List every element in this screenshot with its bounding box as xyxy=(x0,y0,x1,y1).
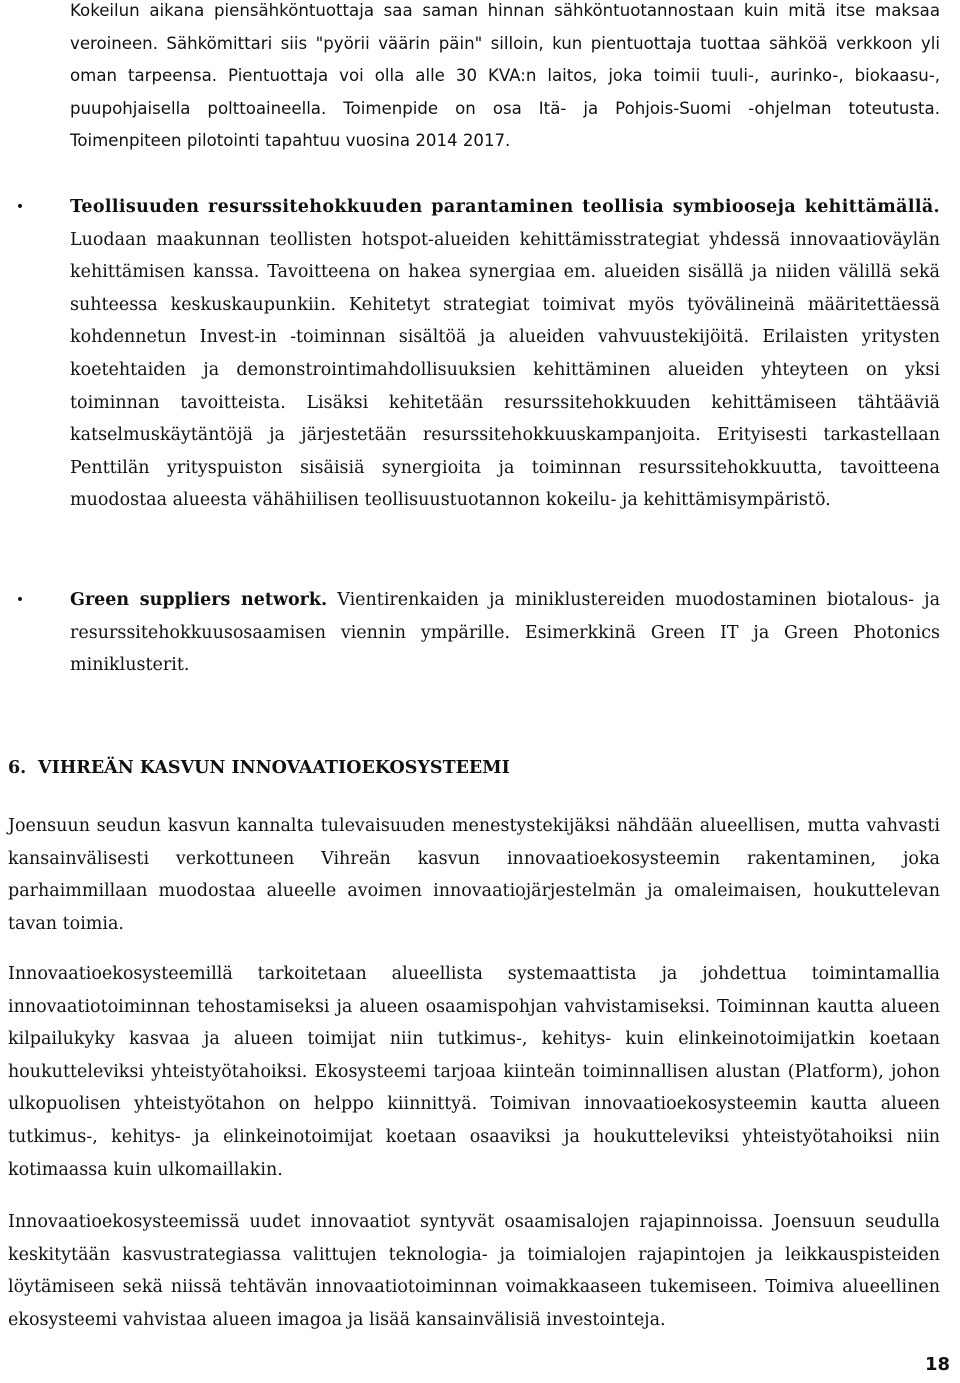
bullet-text: Luodaan maakunnan teollisten hotspot-alueiden kehittämisstrategiat yhdessä innovaatioväylän kehittämisen kanssa. Tavoitteena on hakea synergiaa em. alueiden sisällä ja niiden välillä sekä suhteessa keskuskaupunkiin. Kehitetyt strategiat toimivat myös työvälineinä määritettäessä kohdennetun Invest-in -toiminnan sisältöä ja alueiden vahvuustekijöitä. Erilaisten yritysten koetehtaiden ja demonstrointimahdollisuuksien kehittäminen alueiden yhteyteen on yksi toiminnan tavoitteista. Lisäksi kehitetään resurssitehokkuuden kehittämiseen tähtääviä katselmuskäytäntöjä ja järjestetään resurssitehokkuuskampanjoita. Erityisesti tarkastellaan Penttilän yrityspuiston sisäisiä synergioita ja toiminnan resurssitehokkuutta, tavoitteena muodostaa alueesta vähähiilisen teollisuustuotannon kokeilu- ja kehittämisympäristö. xyxy=(70,229,940,511)
bullet-title: Green suppliers network. xyxy=(70,590,328,610)
page-number: 18 xyxy=(924,1354,950,1375)
section-heading xyxy=(8,752,708,785)
intro-paragraph xyxy=(70,0,940,158)
intro-rest-text: Sähkömittari siis "pyörii väärin päin" silloin, kun pientuottaja tuottaa sähköä verkkoon yli oman tarpeensa. Pientuottaja voi olla alle 30 KVA:n laitos, joka toimii tuuli-, aurinko-, biokaasu-, puupohjaisella polttoaineella. Toimenpide on osa Itä- ja Pohjois-Suomi -ohjelman toteutusta. Toimenpiteen pilotointi tapahtuu vuosina 2014 2017. xyxy=(70,33,940,151)
body-paragraph: Innovaatioekosysteemillä tarkoitetaan alueellista systemaattista ja johdettua toimintamallia innovaatiotoiminnan tehostamiseksi ja alueen osaamispohjan vahvistamiseksi. Toiminnan kautta alueen kilpailukyky kasvaa ja alueen toimijat niin tutkimus-, kehitys- kuin elinkeinotoimijatkin koetaan houkutteleviksi yhteistyötahoiksi. Ekosysteemi tarjoaa kiinteän toiminnallisen alustan (Platform), johon ulkopuolisen yhteistyötahon on helppo kiinnittyä. Toimivan innovaatioekosysteemin kautta alueen tutkimus-, kehitys- ja elinkeinotoimijat koetaan osaaviksi ja houkutteleviksi yhteistyötahoiksi niin kotimaassa kuin ulkomaillakin. xyxy=(8,964,940,1180)
bullet-marker: • xyxy=(15,592,25,608)
section-number: 6. xyxy=(8,758,27,778)
body-paragraph: Innovaatioekosysteemissä uudet innovaatiot syntyvät osaamisalojen rajapinnoissa. Joensuun seudulla keskitytään kasvustrategiassa valittujen teknologia- ja toimialojen rajapintojen ja leikkauspisteiden löytämiseen sekä niissä tehtävän innovaatiotoiminnan voimakkaaseen tukemiseen. Toimiva alueellinen ekosysteemi vahvistaa alueen imagoa ja lisää kansainvälisiä investointeja. xyxy=(8,1212,940,1330)
bullet-item-industrial-symbiosis xyxy=(15,191,940,517)
bullet-text: Vientirenkaiden ja miniklustereiden muodostaminen biotalous- ja resurssitehokkuusosaamisen viennin ympärille. Esimerkkinä Green IT ja Green Photonics miniklusterit. xyxy=(70,590,940,676)
intro-lead-text: Kokeilun aikana piensähköntuottaja saa saman hinnan sähköntuotannostaan kuin mitä itse maksaa veroineen. xyxy=(70,1,940,53)
section-title: VIHREÄN KASVUN INNOVAATIOEKOSYSTEEMI xyxy=(38,758,510,778)
bullet-title: Teollisuuden resurssitehokkuuden parantaminen teollisia symbiooseja kehittämällä. xyxy=(70,197,940,217)
bullet-marker: • xyxy=(15,199,25,215)
bullet-item-green-suppliers xyxy=(15,584,940,682)
body-paragraph: Joensuun seudun kasvun kannalta tulevaisuuden menestystekijäksi nähdään alueellisen, mutta vahvasti kansainvälisesti verkottuneen Vihreän kasvun innovaatioekosysteemin rakentaminen, joka parhaimmillaan muodostaa alueelle avoimen innovaatiojärjestelmän ja omaleimaisen, houkuttelevan tavan toimia. xyxy=(8,816,940,934)
